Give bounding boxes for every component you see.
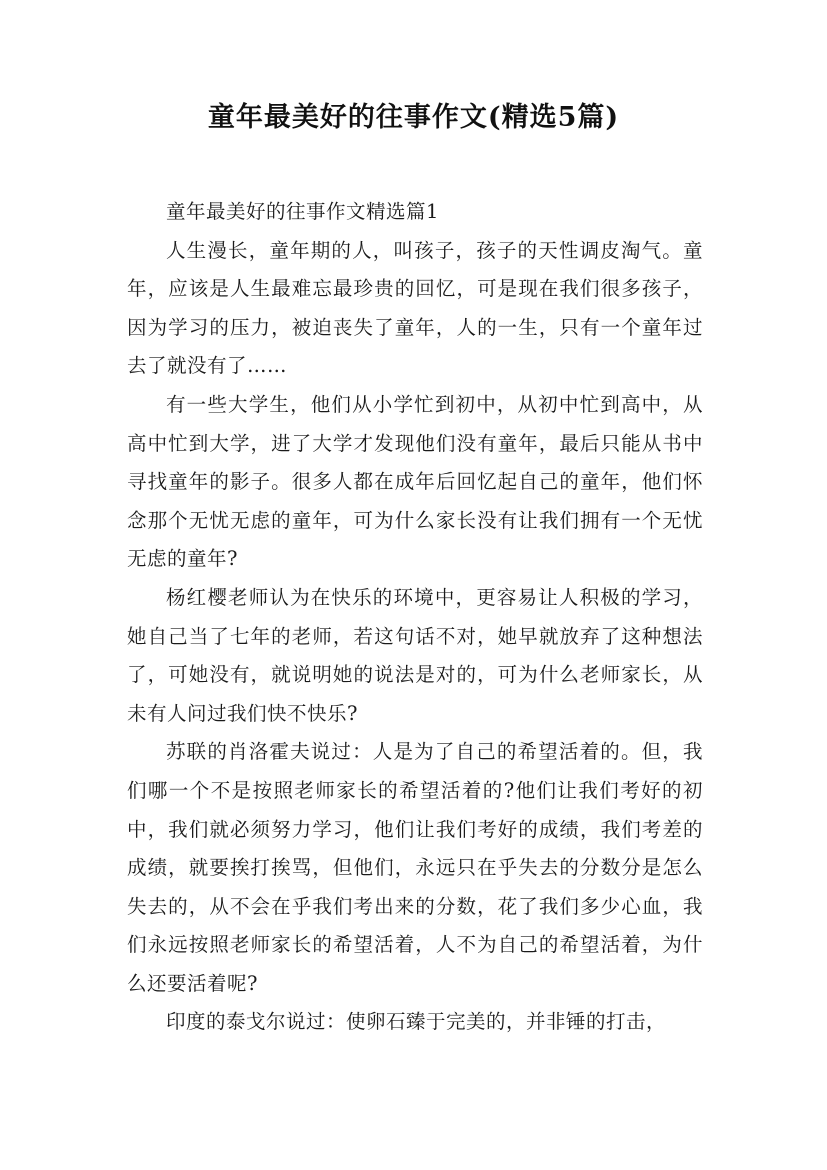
paragraph: 印度的泰戈尔说过：使卵石臻于完美的，并非锤的打击， bbox=[166, 1010, 667, 1034]
document-body bbox=[127, 193, 703, 1042]
paragraph: 杨红樱老师认为在快乐的环境中，更容易让人积极的学习，她自己当了七年的老师，若这句话不对，她早就放弃了这种想法了，可她没有，就说明她的说法是对的，可为什么老师家长，从未有人问过我们快不快乐? bbox=[127, 585, 703, 725]
paragraph: 有一些大学生，他们从小学忙到初中，从初中忙到高中，从高中忙到大学，进了大学才发现他们没有童年，最后只能从书中寻找童年的影子。很多人都在成年后回忆起自己的童年，他们怀念那个无忧无虑的童年，可为什么家长没有让我们拥有一个无忧无虑的童年? bbox=[127, 392, 703, 571]
section-heading: 童年最美好的往事作文精选篇1 bbox=[166, 200, 439, 223]
document-title: 童年最美好的往事作文(精选5篇) bbox=[207, 102, 620, 133]
paragraph: 苏联的肖洛霍夫说过：人是为了自己的希望活着的。但，我们哪一个不是按照老师家长的希望活着的?他们让我们考好的初中，我们就必须努力学习，他们让我们考好的成绩，我们考差的成绩，就要挨打挨骂，但他们，永远只在乎失去的分数分是怎么失去的，从不会在乎我们考出来的分数，花了我们多少心血，我们永远按照老师家长的希望活着，人不为自己的希望活着，为什么还要活着呢? bbox=[127, 740, 703, 995]
paragraph: 人生漫长，童年期的人，叫孩子，孩子的天性调皮淘气。童年，应该是人生最难忘最珍贵的回忆，可是现在我们很多孩子，因为学习的压力，被迫丧失了童年，人的一生，只有一个童年过去了就没有了…… bbox=[127, 238, 703, 378]
